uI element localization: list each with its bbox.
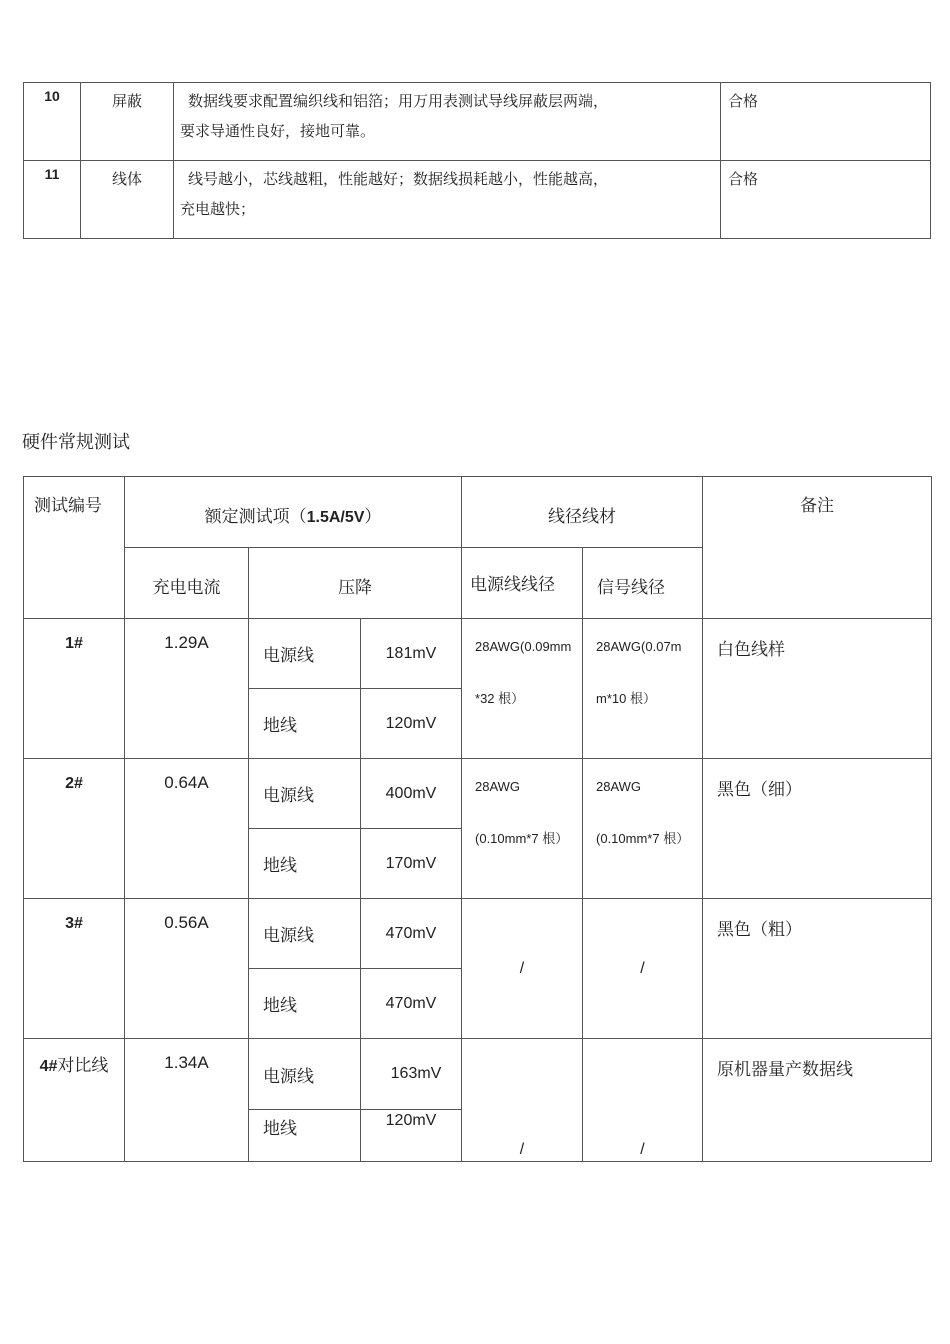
header-power-gauge: 电源线线径 xyxy=(462,548,583,619)
power-gauge-line: *32 根） xyxy=(475,691,525,706)
ground-label: 地线 xyxy=(249,829,361,899)
power-label: 电源线 xyxy=(249,759,361,829)
power-drop: 400mV xyxy=(361,759,462,829)
power-gauge-line: 28AWG(0.09mm xyxy=(475,639,572,654)
item-name: 屏蔽 xyxy=(81,83,174,161)
header-test-no: 测试编号 xyxy=(24,477,125,619)
item-description xyxy=(174,161,721,239)
ground-drop: 120mV xyxy=(361,1110,462,1162)
remark: 白色线样 xyxy=(703,619,932,759)
table-row xyxy=(24,83,931,161)
item-name: 线体 xyxy=(81,161,174,239)
power-gauge: / xyxy=(462,899,583,1039)
description-line: 要求导通性良好，接地可靠。 xyxy=(180,122,376,140)
remark: 原机器量产数据线 xyxy=(703,1039,932,1162)
table-row xyxy=(24,759,932,829)
ground-label: 地线 xyxy=(249,1110,361,1162)
signal-gauge: / xyxy=(583,899,703,1039)
power-label: 电源线 xyxy=(249,619,361,689)
power-label: 电源线 xyxy=(249,1039,361,1110)
row-number: 10 xyxy=(24,83,81,161)
power-gauge xyxy=(462,759,583,899)
charge-current: 1.29A xyxy=(125,619,249,759)
description-line: 数据线要求配置编织线和铝箔；用万用表测试导线屏蔽层两端， xyxy=(188,92,609,110)
table-row xyxy=(24,899,932,969)
power-drop: 163mV xyxy=(361,1039,462,1110)
header-row xyxy=(24,477,932,548)
power-label: 电源线 xyxy=(249,899,361,969)
signal-gauge-line: 28AWG xyxy=(596,779,642,794)
hardware-test-table xyxy=(23,476,932,1162)
signal-gauge-line: 28AWG(0.07m xyxy=(596,639,682,654)
table-row xyxy=(24,619,932,689)
remark: 黑色（细） xyxy=(703,759,932,899)
ground-drop: 120mV xyxy=(361,689,462,759)
ground-drop: 470mV xyxy=(361,969,462,1039)
power-drop: 470mV xyxy=(361,899,462,969)
item-result: 合格 xyxy=(721,161,931,239)
test-id xyxy=(24,1039,125,1162)
power-gauge-line: 28AWG xyxy=(475,779,521,794)
header-signal-gauge: 信号线径 xyxy=(583,548,703,619)
signal-gauge-line: m*10 根） xyxy=(596,691,656,706)
item-description xyxy=(174,83,721,161)
ground-label: 地线 xyxy=(249,969,361,1039)
rated-prefix: 额定测试项（ xyxy=(204,506,307,527)
header-rated-test xyxy=(125,477,462,548)
signal-gauge xyxy=(583,759,703,899)
header-charge-current: 充电电流 xyxy=(125,548,249,619)
test-id-number: 4# xyxy=(39,1058,58,1075)
signal-gauge xyxy=(583,619,703,759)
test-id: 3# xyxy=(24,899,125,1039)
charge-current: 1.34A xyxy=(125,1039,249,1162)
charge-current: 0.56A xyxy=(125,899,249,1039)
ground-label: 地线 xyxy=(249,689,361,759)
power-gauge-line: (0.10mm*7 根） xyxy=(475,831,569,846)
item-result: 合格 xyxy=(721,83,931,161)
section-title: 硬件常规测试 xyxy=(22,432,130,453)
power-gauge xyxy=(462,619,583,759)
table-row xyxy=(24,161,931,239)
rated-spec: 1.5A/5V xyxy=(306,508,365,526)
test-id: 1# xyxy=(24,619,125,759)
power-drop: 181mV xyxy=(361,619,462,689)
row-number: 11 xyxy=(24,161,81,239)
power-gauge: / xyxy=(462,1039,583,1162)
signal-gauge-line: (0.10mm*7 根） xyxy=(596,831,690,846)
table-row xyxy=(24,1039,932,1110)
header-voltage-drop: 压降 xyxy=(249,548,462,619)
description-line: 线号越小，芯线越粗，性能越好；数据线损耗越小，性能越高， xyxy=(188,170,609,188)
signal-gauge: / xyxy=(583,1039,703,1162)
remark: 黑色（粗） xyxy=(703,899,932,1039)
inspection-table xyxy=(23,82,931,239)
charge-current: 0.64A xyxy=(125,759,249,899)
header-remarks: 备注 xyxy=(703,477,932,619)
description-line: 充电越快； xyxy=(180,200,256,218)
rated-suffix: ） xyxy=(364,506,382,527)
test-id: 2# xyxy=(24,759,125,899)
ground-drop: 170mV xyxy=(361,829,462,899)
header-wire-gauge: 线径线材 xyxy=(462,477,703,548)
test-id-suffix: 对比线 xyxy=(57,1056,109,1076)
